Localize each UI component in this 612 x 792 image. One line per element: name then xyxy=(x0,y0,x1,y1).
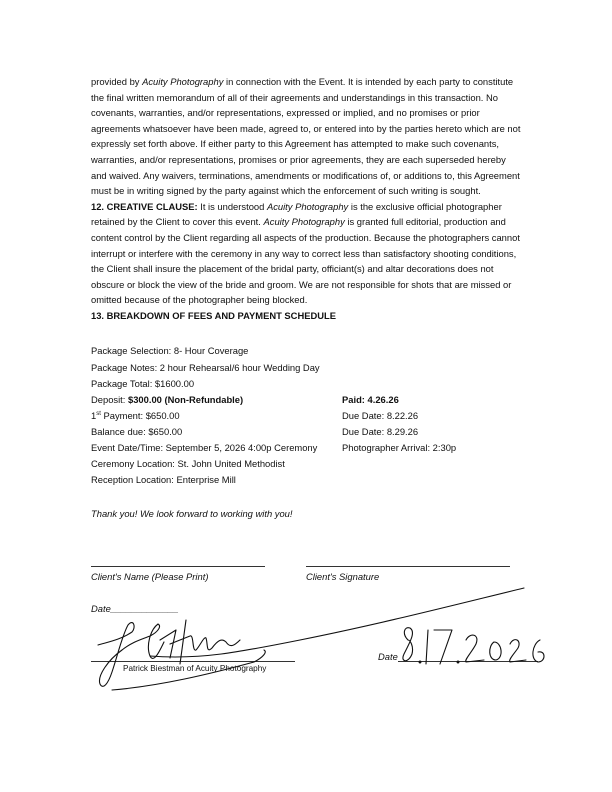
handwritten-date-stroke xyxy=(533,640,544,662)
photographer-signature-stroke xyxy=(112,650,265,690)
handwritten-date-stroke xyxy=(510,640,526,662)
creative-clause-paragraph: 12. CREATIVE CLAUSE: It is understood Acuity Photography is the exclusive official photographer retained by the Client to cover this event. Acuity Photography is granted full editorial, production and content control by the Client regarding all aspects of the production. Because the photographers cannot interrupt or interfere with the ceremony in any way to correct less than satisfactory shooting conditions, the Client shall insure the placement of the bridal party, officiant(s) and altar decorations does not obscure or block the view of the bride and groom. We are not responsible for shots that are missed or omitted because of the photographer being blocked. xyxy=(91,200,520,306)
first-payment: 1st Payment: $650.00 xyxy=(91,410,180,421)
due-date-1: Due Date: 8.22.26 xyxy=(342,410,419,421)
handwritten-date-stroke xyxy=(419,661,421,663)
client-signature-caption: Client's Signature xyxy=(306,571,380,582)
client-date-label: Date_____________ xyxy=(91,603,179,614)
handwritten-date-stroke xyxy=(457,661,459,663)
reception-location: Reception Location: Enterprise Mill xyxy=(91,474,236,485)
handwritten-date-stroke xyxy=(434,630,452,664)
photographer-arrival: Photographer Arrival: 2:30p xyxy=(342,442,457,453)
ceremony-location: Ceremony Location: St. John United Methodist xyxy=(91,458,285,469)
photographer-signature-stroke xyxy=(150,588,524,657)
due-date-2: Due Date: 8.29.26 xyxy=(342,426,419,437)
package-total: Package Total: $1600.00 xyxy=(91,378,195,389)
handwritten-date-stroke xyxy=(466,635,484,662)
photographer-date-label: Date xyxy=(378,651,398,662)
package-notes: Package Notes: 2 hour Rehearsal/6 hour Wedding Day xyxy=(91,362,320,373)
event-datetime: Event Date/Time: September 5, 2026 4:00p Ceremony xyxy=(91,442,318,453)
package-selection: Package Selection: 8- Hour Coverage xyxy=(91,345,249,356)
photographer-signature-stroke xyxy=(98,623,134,687)
handwritten-date-stroke xyxy=(426,630,428,664)
merger-clause-paragraph: provided by Acuity Photography in connection with the Event. It is intended by each party to constitute the final written memorandum of all of their agreements and understandings in this transaction. No covenants, warranties, and/or representations, expressed or implied, and no promises or prior agreements whatsoever have been made, agreed to, or entered into by the parties hereto which are not expressly set forth above. If either party to this Agreement has attempted to make such covenants, warranties, and/or representations, promises or prior agreements, they are each superseded hereby and waived. Any waivers, terminations, amendments or modifications of, or additions to, this Agreement must be in writing signed by the party against which the enforcement of such writing is sought. xyxy=(91,76,521,197)
fees-heading: 13. BREAKDOWN OF FEES AND PAYMENT SCHEDULE xyxy=(91,309,336,321)
photographer-signature-stroke xyxy=(160,630,240,658)
photographer-signature-stroke xyxy=(122,624,164,658)
photographer-caption: Patrick Biestman of Acuity Photography xyxy=(123,664,267,673)
handwritten-date-stroke xyxy=(403,628,413,661)
paid-date: Paid: 4.26.26 xyxy=(342,394,399,405)
deposit: Deposit: $300.00 (Non-Refundable) xyxy=(91,394,244,405)
thank-you-note: Thank you! We look forward to working with you! xyxy=(91,508,293,519)
handwritten-date-stroke xyxy=(490,642,501,660)
creative-clause-heading: 12. CREATIVE CLAUSE: xyxy=(91,200,198,212)
client-name-caption: Client's Name (Please Print) xyxy=(91,571,209,582)
balance-due: Balance due: $650.00 xyxy=(91,426,183,437)
